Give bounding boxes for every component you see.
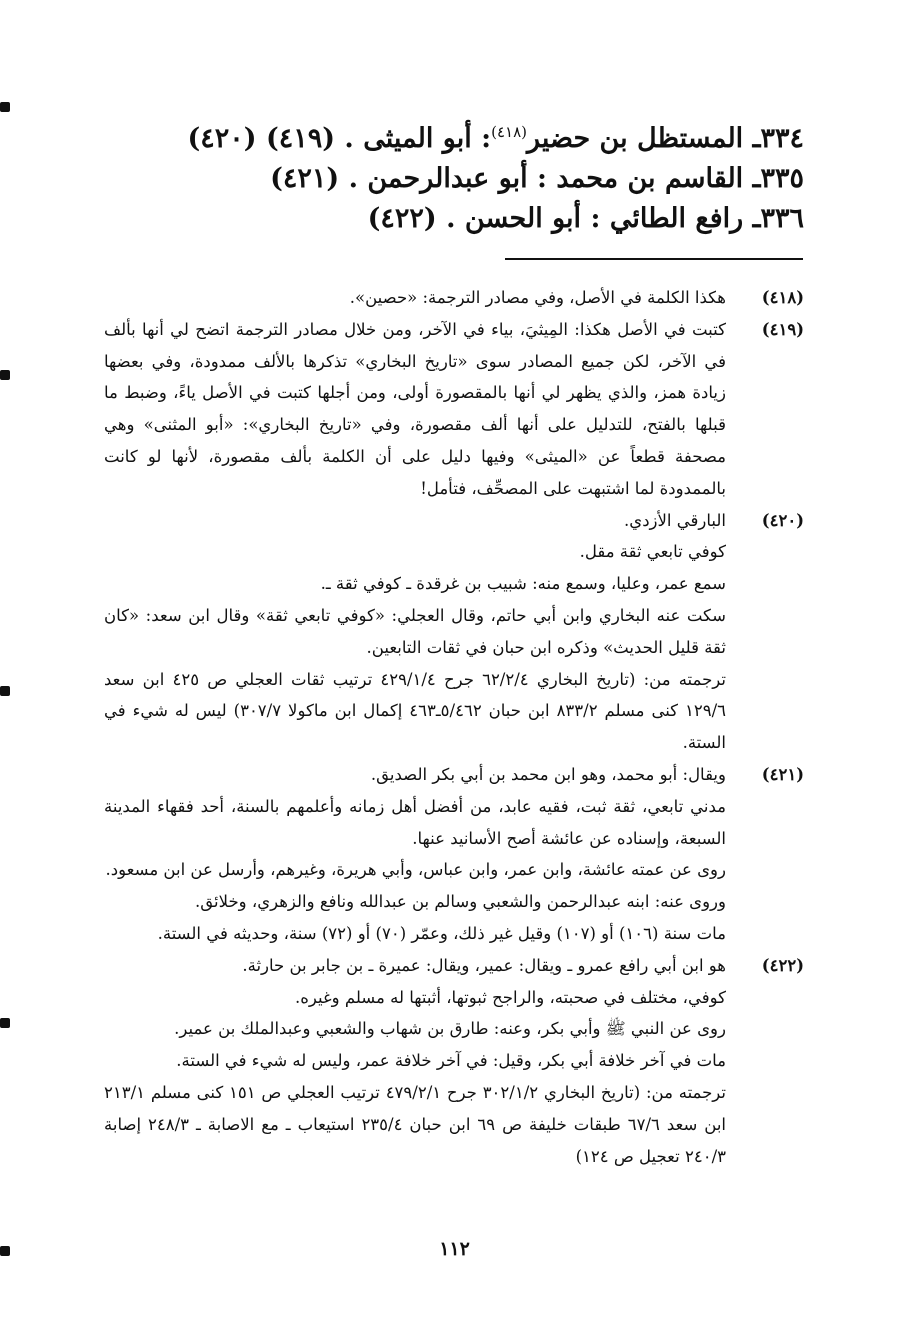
- footnote-body: [104, 505, 726, 759]
- footnote-body: [104, 282, 726, 314]
- footnote-number: (٤١٩): [761, 319, 804, 339]
- footnote-body: [104, 950, 726, 1173]
- footnote-421: [104, 759, 804, 950]
- footnote-420: [104, 505, 804, 759]
- footnote-ref: (٤١٨): [491, 123, 527, 141]
- scan-margin-mark: [0, 370, 10, 380]
- footnote-line: ترجمته من: (تاريخ البخاري ٣٠٢/١/٢ جرح ٤٧٩/٢/١ ترتيب العجلي ص ١٥١ كنى مسلم ٢١٣/١ ابن سعد ٦٧/٦ طبقات خليفة ص ٦٩ ابن حبان ٢٣٥/٤ استيعاب ـ مع الاصابة ـ ٢٤٨/٣ إصابة ٢٤٠/٣ تعجيل ص ١٢٤): [104, 1082, 727, 1166]
- footnote-body: [104, 759, 726, 950]
- footnote-line: هو ابن أبي رافع عمرو ـ ويقال: عمير، ويقال: عميرة ـ بن جابر بن حارثة.: [242, 955, 726, 975]
- entry-text: ٣٣٤ـ المستظل بن حضير: [526, 123, 804, 154]
- footnote-line: مات سنة (١٠٦) أو (١٠٧) وقيل غير ذلك، وعمّر (٧٠) أو (٧٢) سنة، وحديثه في الستة.: [157, 923, 726, 943]
- footnote-number: (٤٢٢): [761, 955, 804, 975]
- footnote-422: [104, 950, 804, 1173]
- entry-text-rest: : أبو الميثى . (٤١٩) (٤٢٠): [187, 123, 492, 154]
- footnote-number: (٤١٨): [761, 288, 804, 307]
- footnote-419: [104, 314, 804, 505]
- footnote-separator: [505, 258, 803, 260]
- footnote-line: ترجمته من: (تاريخ البخاري ٦٢/٢/٤ جرح ٤٢٩/١/٤ ترتيب ثقات العجلي ص ٤٢٥ ابن سعد ١٢٩/٦ كنى مسلم ٨٣٣/٢ ابن حبان ٥/٤٦٢ـ٤٦٣ إكمال ابن ماكولا ٣٠٧/٧) ليس له شيء في الستة.: [104, 669, 726, 753]
- entry-335: ٣٣٥ـ القاسم بن محمد : أبو عبدالرحمن . (٤٢١): [270, 163, 804, 194]
- entries-list: [104, 112, 804, 239]
- footnote-line: كوفي، مختلف في صحبته، والراجح ثبوتها، أثبتها له مسلم وغيره.: [295, 987, 726, 1007]
- entry-336: ٣٣٦ـ رافع الطائي : أبو الحسن . (٤٢٢): [367, 203, 804, 234]
- footnote-line: البارقي الأزدي.: [624, 510, 726, 530]
- footnote-line: روى عن عمته عائشة، وابن عمر، وابن عباس، وأبي هريرة، وغيرهم، وأرسل عن ابن مسعود.: [105, 860, 726, 880]
- page-number: ١١٢: [439, 1238, 470, 1260]
- footnote-line: وروى عنه: ابنه عبدالرحمن والشعبي وسالم بن عبدالله ونافع والزهري، وخلائق.: [195, 892, 726, 912]
- footnote-line: كوفي تابعي ثقة مقل.: [579, 542, 726, 562]
- entry-334: [104, 112, 804, 159]
- scan-margin-mark: [0, 1018, 10, 1028]
- footnote-line: سمع عمر، وعليا، وسمع منه: شبيب بن غرقدة ـ كوفي ثقة ـ.: [320, 574, 726, 594]
- footnote-line: هكذا الكلمة في الأصل، وفي مصادر الترجمة: «حصين».: [349, 288, 726, 307]
- footnote-418: [104, 282, 804, 314]
- footnote-number: (٤٢١): [761, 764, 804, 784]
- footnote-line: روى عن النبي ﷺ وأبي بكر، وعنه: طارق بن شهاب والشعبي وعبدالملك بن عمير.: [174, 1019, 726, 1039]
- scan-margin-mark: [0, 1246, 10, 1256]
- scan-margin-mark: [0, 102, 10, 112]
- footnote-line: ويقال: أبو محمد، وهو ابن محمد بن أبي بكر الصديق.: [370, 764, 726, 784]
- footnote-line: مدني تابعي، ثقة ثبت، فقيه عابد، من أفضل أهل زمانه وأعلمهم بالسنة، أحد فقهاء المدينة السبعة، وإسناده عن عائشة أصح الأسانيد عنها.: [104, 796, 726, 848]
- scan-margin-mark: [0, 686, 10, 696]
- footnote-body: [104, 314, 726, 505]
- footnote-number: (٤٢٠): [761, 510, 804, 530]
- footnote-line: كتبت في الأصل هكذا: المِيثيَ، بياء في الآخر، ومن خلال مصادر الترجمة اتضح لي أنها بألف في الآخر، لكن جميع المصادر سوى «تاريخ البخاري» تذكرها بالألف ممدودة، وفي بعضها زيادة همز، والذي يظهر لي أنها بالمقصورة أولى، ومن أجلها كتبت في الأصل ياءً، وضبط ما قبلها بالفتح، للتدليل على أنها ألف مقصورة، وفي «تاريخ البخاري»: «أبو المثنى» وهي مصحفة قطعاً عن «الميثى» وفيها دليل على أن الكلمة بألف مقصورة، لأنها لو كانت بالممدودة لما اشتبهت على المصحِّف، فتأمل!: [104, 319, 726, 498]
- footnotes: [104, 282, 804, 1172]
- footnote-line: سكت عنه البخاري وابن أبي حاتم، وقال العجلي: «كوفي تابعي ثقة» وقال ابن سعد: «كان ثقة قليل الحديث» وذكره ابن حبان في ثقات التابعين.: [104, 605, 726, 657]
- footnote-line: مات في آخر خلافة أبي بكر، وقيل: في آخر خلافة عمر، وليس له شيء في الستة.: [176, 1051, 726, 1071]
